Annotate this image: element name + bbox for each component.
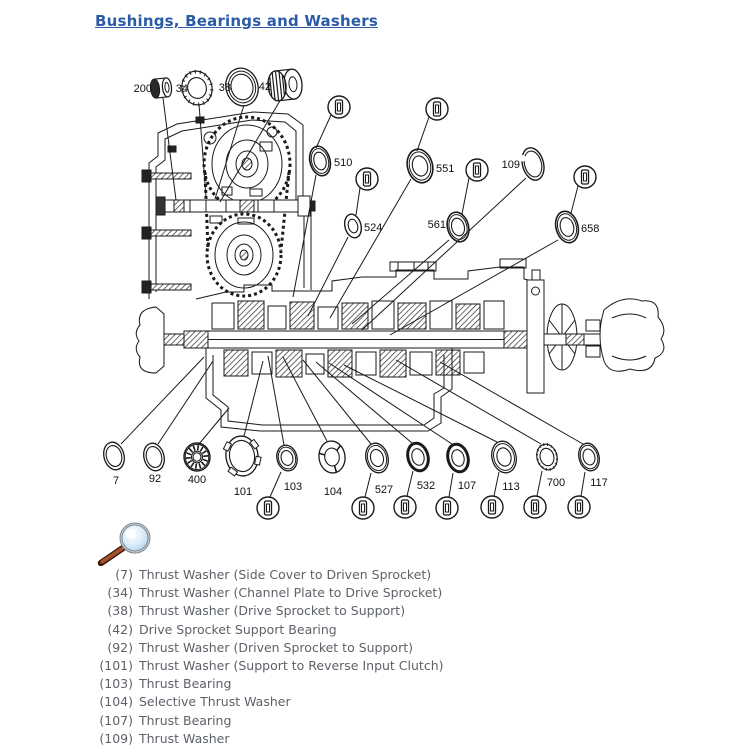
legend-item-description: Selective Thrust Washer: [139, 694, 291, 710]
legend-item-number: (109): [99, 730, 133, 746]
callout-label-42: 42: [258, 81, 271, 93]
leader-line-109: [362, 178, 526, 330]
detail-link-107: [449, 473, 453, 497]
legend-item-description: Drive Sprocket Support Bearing: [139, 621, 337, 637]
legend-item: [95, 639, 705, 657]
legend-item-number: (7): [115, 567, 133, 582]
legend-item-number: (38): [107, 603, 133, 619]
legend-item-description: Thrust Bearing: [139, 712, 232, 728]
legend-item: [95, 621, 705, 639]
callout-label-34: 34: [175, 83, 188, 95]
callout-label-38: 38: [218, 82, 231, 94]
part-551: [404, 146, 437, 185]
callout-label-103: 103: [283, 481, 303, 493]
callout-label-510: 510: [334, 157, 353, 169]
part-103: [274, 443, 300, 473]
callout-label-117: 117: [590, 477, 608, 489]
part-92: [141, 441, 168, 473]
detail-circle-117: [568, 496, 590, 518]
leader-line-104: [283, 357, 327, 441]
zoom-tool-icon[interactable]: [101, 524, 149, 563]
legend-item: [95, 584, 705, 602]
detail-circle-113: [481, 496, 503, 518]
detail-link-510: [316, 115, 331, 148]
part-700: [533, 441, 561, 474]
detail-circle-658: [574, 166, 596, 188]
legend-item-number: (42): [107, 621, 133, 637]
detail-circle-561: [466, 159, 488, 181]
callout-label-107: 107: [457, 480, 477, 492]
callout-label-524: 524: [364, 222, 383, 234]
legend-item-description: Thrust Washer (Drive Sprocket to Support): [139, 603, 406, 619]
legend-item: [95, 602, 705, 620]
leader-line-400: [199, 408, 229, 444]
detail-circle-700: [524, 496, 546, 518]
callout-label-200: 200: [133, 83, 152, 95]
detail-link-103: [270, 472, 281, 497]
detail-circle-551: [426, 98, 448, 120]
part-200: [150, 77, 173, 98]
callout-label-101: 101: [233, 486, 253, 498]
part-400: [183, 442, 212, 473]
legend-item-number: (103): [99, 676, 133, 692]
legend-item: [95, 566, 705, 584]
part-109: [518, 145, 548, 183]
legend-item-number: (107): [99, 712, 133, 728]
detail-link-117: [581, 472, 585, 496]
detail-link-527: [365, 473, 371, 497]
parts-legend: [95, 566, 705, 748]
part-561: [444, 210, 472, 244]
detail-circle-532: [394, 496, 416, 518]
detail-link-532: [407, 471, 413, 496]
legend-item-description: Thrust Bearing: [139, 676, 232, 692]
transmission-cross-section-art: [136, 112, 664, 431]
leader-lines: [121, 98, 585, 497]
leader-line-38: [215, 105, 244, 199]
legend-item-number: (34): [107, 585, 133, 601]
callout-label-92: 92: [148, 473, 162, 485]
detail-circle-527: [352, 497, 374, 519]
callout-label-7: 7: [112, 475, 120, 487]
legend-item: [95, 675, 705, 693]
detail-link-551: [417, 117, 429, 151]
detail-circle-103: [257, 497, 279, 519]
page-title[interactable]: Bushings, Bearings and Washers: [95, 12, 378, 30]
part-658: [552, 209, 582, 246]
callout-label-532: 532: [416, 480, 436, 492]
detail-circle-510: [328, 96, 350, 118]
detail-link-658: [571, 186, 578, 213]
part-510: [306, 144, 333, 178]
part-113: [488, 438, 519, 475]
part-527: [362, 441, 391, 476]
part-101: [222, 434, 263, 479]
detail-circle-524: [356, 168, 378, 190]
callout-label-400: 400: [187, 474, 207, 486]
legend-item: [95, 712, 705, 730]
legend-item-description: Thrust Washer (Side Cover to Driven Sprocket): [139, 567, 432, 582]
callout-label-527: 527: [374, 484, 394, 496]
part-524: [342, 212, 364, 239]
part-104: [317, 439, 347, 474]
callout-label-700: 700: [546, 477, 566, 489]
legend-item-description: Thrust Washer: [139, 730, 230, 746]
detail-link-700: [537, 471, 542, 496]
legend-item: [95, 693, 705, 711]
legend-item: [95, 730, 705, 748]
detail-link-524: [356, 188, 360, 215]
leader-line-113: [344, 365, 497, 442]
leader-line-92: [158, 361, 213, 444]
detail-link-113: [494, 472, 499, 496]
detail-circle-107: [436, 497, 458, 519]
leader-line-7: [121, 357, 204, 444]
legend-item: [95, 657, 705, 675]
part-532: [405, 441, 432, 473]
legend-item-description: Thrust Washer (Driven Sprocket to Support): [139, 639, 413, 655]
callout-label-113: 113: [502, 481, 520, 493]
callout-label-561: 561: [427, 219, 446, 231]
legend-item-number: (104): [99, 694, 133, 710]
legend-item-number: (92): [107, 639, 133, 655]
legend-item-description: Thrust Washer (Channel Plate to Drive Sprocket): [139, 585, 443, 601]
callout-label-109: 109: [501, 159, 520, 171]
detail-link-561: [462, 178, 469, 214]
part-42: [267, 68, 304, 101]
legend-item-number: (101): [99, 658, 133, 674]
part-107: [445, 442, 472, 474]
callout-label-551: 551: [436, 163, 455, 175]
callout-label-104: 104: [323, 486, 343, 498]
part-117: [576, 441, 603, 473]
leader-line-117: [440, 362, 583, 444]
part-7: [101, 440, 128, 472]
callout-label-658: 658: [581, 223, 600, 235]
legend-item-description: Thrust Washer (Support to Reverse Input Clutch): [139, 658, 444, 674]
